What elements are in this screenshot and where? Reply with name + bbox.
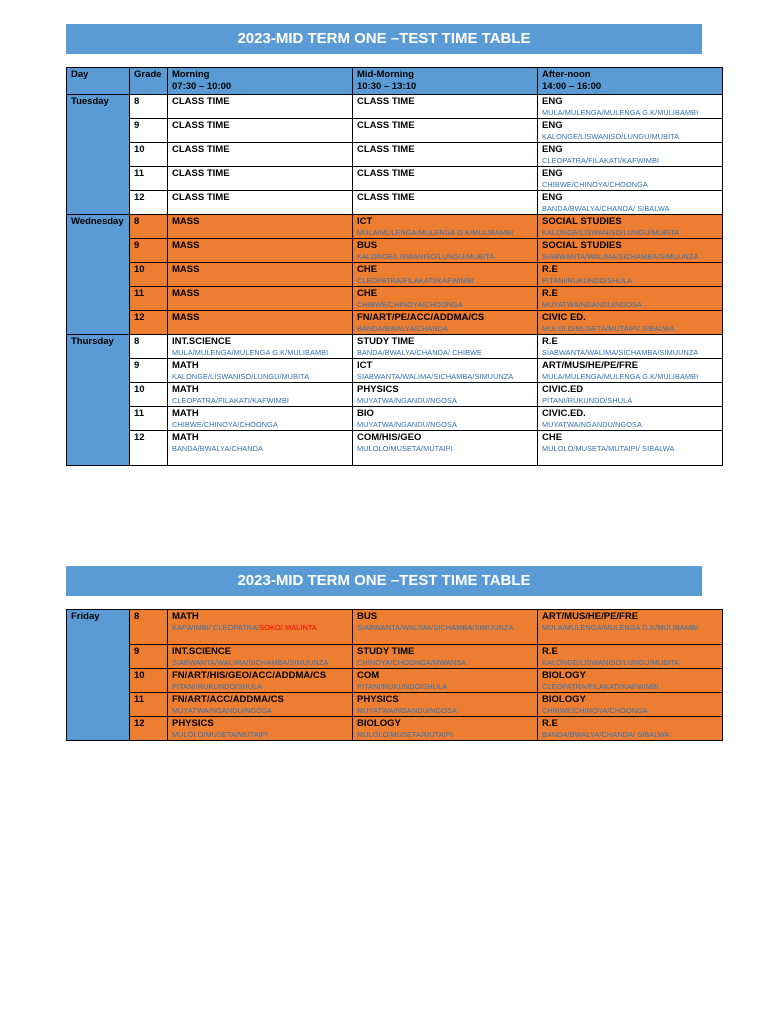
subject: CHE <box>542 432 563 443</box>
teachers <box>357 444 533 454</box>
morning-cell <box>168 191 353 215</box>
teachers <box>542 276 718 286</box>
subject: ENG <box>542 120 563 131</box>
after-cell <box>538 119 723 143</box>
teachers <box>542 132 718 142</box>
subject: MASS <box>172 216 200 227</box>
after-cell <box>538 645 723 669</box>
day-cell: Friday <box>67 610 130 741</box>
table-row <box>67 431 723 466</box>
mid-cell <box>353 191 538 215</box>
mid-cell <box>353 215 538 239</box>
teachers <box>172 444 348 454</box>
morning-cell <box>168 610 353 645</box>
subject: MATH <box>172 360 199 371</box>
teacher-names: PITANI/RUKUNDO/SHULA <box>357 682 448 691</box>
grade-cell: 12 <box>130 311 168 335</box>
mid-cell <box>353 335 538 359</box>
teacher-names: BANDA/BWALYA/CHANDA/ SIBALWA <box>542 730 670 739</box>
grade-cell: 11 <box>130 693 168 717</box>
teacher-names: MUYATWA/NGANDU/NGOSA <box>357 706 457 715</box>
morning-cell <box>168 95 353 119</box>
table-row <box>67 311 723 335</box>
teacher-names: MUYATWA/NGANDU/NGOSA <box>172 706 272 715</box>
teachers <box>357 706 533 716</box>
morning-cell <box>168 215 353 239</box>
teachers <box>542 204 718 214</box>
subject: R.E <box>542 646 558 657</box>
subject: COM <box>357 670 380 681</box>
day-cell: Thursday <box>67 335 130 466</box>
teacher-names: KALONGE/LISWANISO/LUNGU/MUBITA <box>542 658 680 667</box>
header-row <box>67 68 723 95</box>
mid-cell <box>353 287 538 311</box>
subject: MATH <box>172 611 199 622</box>
table-row <box>67 215 723 239</box>
subject: CLASS TIME <box>357 168 415 179</box>
mid-cell <box>353 431 538 466</box>
teachers <box>172 372 348 382</box>
subject: BUS <box>357 611 378 622</box>
teacher-names: MULA/MULENGA/MULENGA G.K/MULIBAMBI <box>542 108 699 117</box>
grade-cell: 10 <box>130 669 168 693</box>
day-cell: Tuesday <box>67 95 130 215</box>
teacher-names: CHIBWE/CHINOYA/CHOONGA <box>172 420 278 429</box>
morning-cell <box>168 119 353 143</box>
teacher-names: CLEOPATRA/FILAKATI/KAFWIMBI <box>542 682 660 691</box>
after-cell <box>538 407 723 431</box>
teachers <box>357 730 533 740</box>
header-day: Day <box>67 68 130 95</box>
subject: INT.SCIENCE <box>172 646 232 657</box>
teachers <box>357 396 533 406</box>
morning-cell <box>168 383 353 407</box>
subject: MATH <box>172 384 199 395</box>
teacher-names: MUYATWA/NGANDU/NGOSA <box>357 396 457 405</box>
grade-cell: 8 <box>130 95 168 119</box>
table-row <box>67 167 723 191</box>
after-cell <box>538 215 723 239</box>
grade-cell: 9 <box>130 645 168 669</box>
subject: CLASS TIME <box>357 144 415 155</box>
subject: ENG <box>542 96 563 107</box>
teachers <box>542 682 718 692</box>
morning-cell <box>168 167 353 191</box>
teacher-names: SIABWANTA/WALIMA/SICHAMBA/SIMUUNZA <box>357 623 514 632</box>
subject: MASS <box>172 240 200 251</box>
subject: CIVIC.ED <box>542 384 584 395</box>
teachers <box>542 180 718 190</box>
morning-cell <box>168 263 353 287</box>
after-cell <box>538 383 723 407</box>
teachers <box>357 276 533 286</box>
after-cell <box>538 95 723 119</box>
morning-cell <box>168 645 353 669</box>
teachers <box>542 252 718 262</box>
teachers <box>357 252 533 262</box>
teacher-names: KALONGE/LISWANISO/LUNGU/MUBITA <box>542 228 680 237</box>
table-row <box>67 119 723 143</box>
grade-cell: 11 <box>130 287 168 311</box>
subject: MATH <box>172 432 199 443</box>
teacher-names: PITANI/RUKUNDO/SHULA <box>542 276 633 285</box>
mid-cell <box>353 717 538 741</box>
teachers <box>542 444 718 454</box>
teacher-names: SIABWANTA/WALIMA/SICHAMBA/SIMUUNZA <box>542 348 699 357</box>
grade-cell: 12 <box>130 717 168 741</box>
header-grade: Grade <box>130 68 168 95</box>
teacher-names: MUYATWA/NGANDU/NGOSA <box>542 420 642 429</box>
after-cell <box>538 191 723 215</box>
subject: INT.SCIENCE <box>172 336 232 347</box>
subject: R.E <box>542 718 558 729</box>
teacher-names: KALONGE/LISWANISO/LUNGU/MUBITA <box>357 252 495 261</box>
morning-cell <box>168 431 353 466</box>
subject: COM/HIS/GEO <box>357 432 422 443</box>
teacher-names: SIABWANTA/WALIMA/SICHAMBA/SIMUUNZA <box>542 252 699 261</box>
teacher-names: BANDA/BWALYA/CHANDA/ SIBALWA <box>542 204 670 213</box>
mid-cell <box>353 143 538 167</box>
subject: ENG <box>542 144 563 155</box>
subject: R.E <box>542 264 558 275</box>
teachers <box>542 324 718 334</box>
table-row <box>67 239 723 263</box>
subject: ART/MUS/HE/PE/FRE <box>542 360 639 371</box>
after-cell <box>538 431 723 466</box>
subject: CLASS TIME <box>357 192 415 203</box>
after-cell <box>538 239 723 263</box>
teachers <box>172 730 348 740</box>
teachers <box>357 324 533 334</box>
grade-cell: 9 <box>130 359 168 383</box>
teacher-names: CLEOPATRA/FILAKATI/KAFWIMBI <box>357 276 475 285</box>
mid-cell <box>353 359 538 383</box>
teachers <box>542 300 718 310</box>
teacher-names: BANDA/BWALYA/CHANDA <box>172 444 263 453</box>
grade-cell: 10 <box>130 263 168 287</box>
subject: PHYSICS <box>172 718 214 729</box>
teacher-names-highlight: SOKO/ MALINTA <box>259 623 317 632</box>
morning-cell <box>168 335 353 359</box>
grade-cell: 8 <box>130 215 168 239</box>
subject: CLASS TIME <box>172 144 230 155</box>
subject: SOCIAL STUDIES <box>542 240 622 251</box>
teachers <box>357 228 533 238</box>
subject: ENG <box>542 168 563 179</box>
teacher-names: PITANI/RUKUNDO/SHULA <box>172 682 263 691</box>
teacher-names: MULA/MULENGA/MULENGA G.K/MULIBAMBI <box>172 348 329 357</box>
grade-cell: 9 <box>130 239 168 263</box>
morning-cell <box>168 717 353 741</box>
mid-cell <box>353 167 538 191</box>
subject: MASS <box>172 288 200 299</box>
teachers <box>172 420 348 430</box>
teacher-names: MULA/MULENGA/MULENGA G.K/MULIBAMBI <box>357 228 514 237</box>
teacher-names: MULOLO/MUSETA/MUTAIPI <box>357 730 453 739</box>
morning-cell <box>168 143 353 167</box>
mid-cell <box>353 383 538 407</box>
morning-cell <box>168 407 353 431</box>
mid-cell <box>353 645 538 669</box>
subject: ICT <box>357 360 373 371</box>
teacher-names: KALONGE/LISWANISO/LUNGU/MUBITA <box>542 132 680 141</box>
subject: ENG <box>542 192 563 203</box>
teacher-names: CLEOPATRA/FILAKATI/KAFWIMBI <box>542 156 660 165</box>
subject: CLASS TIME <box>357 96 415 107</box>
teacher-names: PITANI/RUKUNDO/SHULA <box>542 396 633 405</box>
subject: BIO <box>357 408 374 419</box>
teachers <box>172 658 348 668</box>
morning-cell <box>168 287 353 311</box>
subject: PHYSICS <box>357 384 399 395</box>
teachers <box>542 372 718 382</box>
after-cell <box>538 335 723 359</box>
subject: BIOLOGY <box>357 718 401 729</box>
table-row <box>67 383 723 407</box>
subject: R.E <box>542 288 558 299</box>
teacher-names: SIABWANTA/WALIMA/SICHAMBA/SIMUUNZA <box>357 372 514 381</box>
subject: BIOLOGY <box>542 670 586 681</box>
teacher-names: KAFWIMBI/ CLEOPATRA/ <box>172 623 260 632</box>
mid-cell <box>353 693 538 717</box>
subject: STUDY TIME <box>357 336 415 347</box>
morning-cell <box>168 669 353 693</box>
after-cell <box>538 693 723 717</box>
subject: CHE <box>357 264 378 275</box>
after-cell <box>538 263 723 287</box>
teacher-names: CHIBWE/CHINOYA/CHOONGA <box>542 706 648 715</box>
teacher-names: CHIBWE/CHINOYA/CHOONGA <box>542 180 648 189</box>
timetable-tuesday-thursday <box>66 67 723 466</box>
subject: FN/ART/PE/ACC/ADDMA/CS <box>357 312 485 323</box>
subject: FN/ART/HIS/GEO/ACC/ADDMA/CS <box>172 670 327 681</box>
after-cell <box>538 669 723 693</box>
subject: ART/MUS/HE/PE/FRE <box>542 611 639 622</box>
teachers <box>172 682 348 692</box>
table-row <box>67 95 723 119</box>
subject: ICT <box>357 216 373 227</box>
grade-cell: 11 <box>130 167 168 191</box>
teacher-names: MUYATWA/NGANDU/NGOSA <box>542 300 642 309</box>
header-afternoon: After-noon 14:00 – 16:00 <box>538 68 723 95</box>
after-cell <box>538 717 723 741</box>
header-mid-morning: Mid-Morning 10:30 – 13:10 <box>353 68 538 95</box>
subject: PHYSICS <box>357 694 399 705</box>
subject: CLASS TIME <box>357 120 415 131</box>
subject: CLASS TIME <box>172 168 230 179</box>
table-row <box>67 645 723 669</box>
teachers <box>542 348 718 358</box>
teachers <box>542 228 718 238</box>
after-cell <box>538 311 723 335</box>
teachers <box>542 658 718 668</box>
mid-cell <box>353 407 538 431</box>
table-row <box>67 287 723 311</box>
teachers <box>542 396 718 406</box>
mid-cell <box>353 239 538 263</box>
teachers <box>172 396 348 406</box>
grade-cell: 11 <box>130 407 168 431</box>
teachers <box>542 730 718 740</box>
subject: CIVIC ED. <box>542 312 586 323</box>
subject: CHE <box>357 288 378 299</box>
teachers <box>357 420 533 430</box>
grade-cell: 8 <box>130 335 168 359</box>
teacher-names: MULOLO/MUSETA/MUTAIPI/ SIBALWA <box>542 444 675 453</box>
after-cell <box>538 287 723 311</box>
teacher-names: BANDA/BWALYA/CHANDA <box>357 324 448 333</box>
teachers <box>542 156 718 166</box>
subject: R.E <box>542 336 558 347</box>
after-cell <box>538 359 723 383</box>
after-cell <box>538 610 723 645</box>
grade-cell: 10 <box>130 383 168 407</box>
subject: CLASS TIME <box>172 96 230 107</box>
teachers <box>357 300 533 310</box>
teachers <box>357 372 533 382</box>
table-row <box>67 263 723 287</box>
teacher-names: CHIBWE/CHINOYA/CHOONGA <box>357 300 463 309</box>
grade-cell: 12 <box>130 191 168 215</box>
subject: FN/ART/ACC/ADDMA/CS <box>172 694 284 705</box>
header-morning: Morning 07:30 – 10:00 <box>168 68 353 95</box>
after-cell <box>538 143 723 167</box>
teachers <box>542 420 718 430</box>
teachers <box>357 623 533 633</box>
subject: BIOLOGY <box>542 694 586 705</box>
table-row <box>67 143 723 167</box>
teacher-names: MULOLO/MUSETA/MUTAIPI/ SIBALWA <box>542 324 675 333</box>
table-row <box>67 693 723 717</box>
mid-cell <box>353 263 538 287</box>
mid-cell <box>353 119 538 143</box>
page-title-friday: 2023-MID TERM ONE –TEST TIME TABLE <box>66 566 702 596</box>
morning-cell <box>168 239 353 263</box>
grade-cell: 10 <box>130 143 168 167</box>
teacher-names: BANDA/BWALYA/CHANDA/ CHIBWE <box>357 348 483 357</box>
table-row <box>67 359 723 383</box>
teachers <box>172 706 348 716</box>
after-cell <box>538 167 723 191</box>
teacher-names: MUYATWA/NGANDU/NGOSA <box>357 420 457 429</box>
morning-cell <box>168 693 353 717</box>
teacher-names: CHINOYA/CHOONGA/MWANSA <box>357 658 467 667</box>
teachers <box>172 348 348 358</box>
teacher-names: MULOLO/MUSETA/MUTAIPI <box>172 730 268 739</box>
teacher-names: CLEOPATRA/FILAKATI/KAFWIMBI <box>172 396 290 405</box>
subject: CLASS TIME <box>172 120 230 131</box>
table-row <box>67 335 723 359</box>
subject: MASS <box>172 264 200 275</box>
teacher-names: KALONGE/LISWANISO/LUNGU/MUBITA <box>172 372 310 381</box>
subject: MASS <box>172 312 200 323</box>
teachers <box>542 108 718 118</box>
teacher-names: SIABWANTA/WALIMA/SICHAMBA/SIMUUNZA <box>172 658 329 667</box>
teachers <box>542 623 718 633</box>
subject: BUS <box>357 240 378 251</box>
table-row <box>67 407 723 431</box>
table-row <box>67 717 723 741</box>
morning-cell <box>168 359 353 383</box>
table-row <box>67 191 723 215</box>
teachers <box>172 623 348 633</box>
mid-cell <box>353 669 538 693</box>
timetable-friday <box>66 609 723 741</box>
mid-cell <box>353 95 538 119</box>
grade-cell: 8 <box>130 610 168 645</box>
mid-cell <box>353 311 538 335</box>
day-cell: Wednesday <box>67 215 130 335</box>
subject: CIVIC.ED. <box>542 408 586 419</box>
teachers <box>357 658 533 668</box>
table-row <box>67 610 723 645</box>
subject: SOCIAL STUDIES <box>542 216 622 227</box>
subject: CLASS TIME <box>172 192 230 203</box>
teachers <box>357 682 533 692</box>
grade-cell: 9 <box>130 119 168 143</box>
mid-cell <box>353 610 538 645</box>
teachers <box>542 706 718 716</box>
teacher-names: MULA/MULENGA/MULENGA G.K/MULIBAMBI <box>542 372 699 381</box>
teacher-names: MULA/MULENGA/MULENGA G.K/MULIBAMBI <box>542 623 699 632</box>
teacher-names: MULOLO/MUSETA/MUTAIPI <box>357 444 453 453</box>
page-title: 2023-MID TERM ONE –TEST TIME TABLE <box>66 24 702 54</box>
grade-cell: 12 <box>130 431 168 466</box>
table-row <box>67 669 723 693</box>
morning-cell <box>168 311 353 335</box>
subject: MATH <box>172 408 199 419</box>
teachers <box>357 348 533 358</box>
subject: STUDY TIME <box>357 646 415 657</box>
